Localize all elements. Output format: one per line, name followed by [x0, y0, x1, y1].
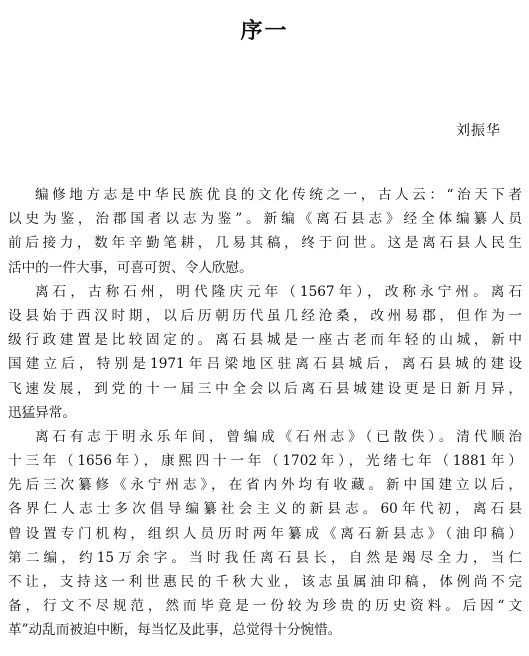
text-line: 备，行文不尽规范，然而毕竟是一份较为珍贵的历史资料。后因“文 — [8, 598, 522, 615]
text-line: 各界仁人志士多次倡导编纂社会主义的新县志。60年代初，离石县 — [8, 501, 522, 518]
paragraph-3 — [8, 425, 522, 643]
text-line: 离石，古称石州，明代隆庆元年（1567年），改称永宁州。离石 — [35, 283, 522, 300]
text-line: 迅猛异常。 — [8, 404, 76, 421]
text-line: 革”动乱而被迫中断，每当忆及此事，总觉得十分惋惜。 — [8, 622, 342, 639]
text-line: 设县始于西汉时期，以后历朝历代虽几经沧桑，改州易郡，但作为一 — [8, 307, 522, 324]
text-line: 飞速发展，到党的十一届三中全会以后离石县城建设更是日新月异， — [8, 380, 522, 397]
text-line: 离石有志于明永乐年间，曾编成《石州志》（已散佚）。清代顺治 — [35, 428, 522, 445]
text-line: 先后三次纂修《永宁州志》，在省内外均有收藏。新中国建立以后， — [8, 477, 522, 494]
text-line: 十三年（1656年），康熙四十一年（1702年），光绪七年（1881年） — [8, 453, 522, 470]
text-line: 不让，支持这一利世惠民的千秋大业，该志虽属油印稿，体例尚不完 — [8, 574, 522, 590]
page-title: 序一 — [240, 19, 289, 44]
text-line: 级行政建置是比较固定的。离石县城是一座古老而年轻的山城，新中 — [8, 332, 522, 349]
author-name: 刘振华 — [456, 123, 501, 139]
paragraph-2 — [8, 280, 522, 425]
text-line: 前后接力，数年辛勤笔耕，几易其稿，终于问世。这是离石县人民生 — [8, 235, 522, 252]
paragraph-1 — [8, 183, 522, 280]
text-line: 国建立后，特别是1971年吕梁地区驻离石县城后，离石县城的建设 — [8, 356, 522, 373]
text-line: 编修地方志是中华民族优良的文化传统之一，古人云：“治天下者 — [35, 187, 522, 203]
preface-body — [8, 183, 522, 643]
text-line: 第二编，约15万余字。当时我任离石县长，自然是竭尽全力，当仁 — [8, 549, 522, 566]
text-line: 以史为鉴，治郡国者以志为鉴”。新编《离石县志》经全体编纂人员 — [8, 211, 522, 228]
text-line: 活中的一件大事，可喜可贺、令人欣慰。 — [8, 259, 253, 276]
text-line: 曾设置专门机构，组织人员历时两年纂成《离石新县志》（油印稿） — [8, 525, 522, 542]
